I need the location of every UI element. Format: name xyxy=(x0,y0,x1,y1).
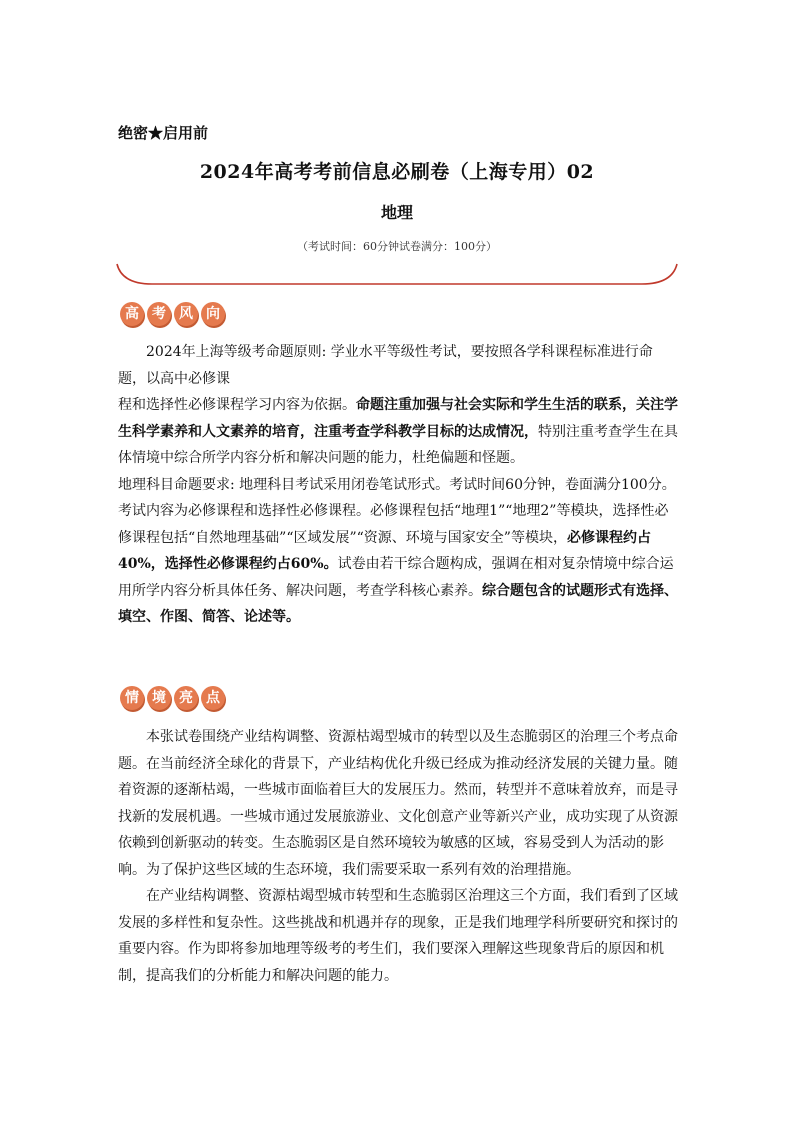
badge-char: 向 xyxy=(201,302,225,326)
badge-char: 亮 xyxy=(174,686,198,710)
paragraph: 本张试卷围绕产业结构调整、资源枯竭型城市的转型以及生态脆弱区的治理三个考点命题。在当前经济全球化的背景下，产业结构优化升级已经成为推动经济发展的关键力量。随着资源的逐渐枯竭，一些城市面临着巨大的发展压力。然而，转型并不意味着放弃，而是寻找新的发展机遇。一些城市通过发展旅游业、文化创意产业等新兴产业，成功实现了从资源依赖到创新驱动的转变。生态脆弱区是自然环境较为敏感的区域，容易受到人为活动的影响。为了保护这些区域的生态环境，我们需要采取一系列有效的治理措施。 xyxy=(118,729,678,878)
paragraph: 2024年上海等级考命题原则: 学业水平等级性考试，要按照各学科课程标准进行命题，以高中必修课 程和选择性必修课程学习内容为依据。命题注重加强与社会实际和学生生活的联系，关注学生科学素养和人文素养的培育，注重考查学科教学目标的达成情况，特别注重考查学生在具体情境中综合所学内容分析和解决问题的能力，杜绝偏题和怪题。 xyxy=(118,344,678,466)
badge-char: 境 xyxy=(147,686,171,710)
section-badge-gaokao-trend xyxy=(120,302,225,332)
header-divider-arc xyxy=(112,262,682,292)
subject-title: 地理 xyxy=(380,203,413,222)
exam-title: 2024年高考考前信息必刷卷（上海专用）02 xyxy=(199,161,595,183)
badge-char: 情 xyxy=(120,686,144,710)
badge-char: 风 xyxy=(174,302,198,326)
exam-info: （考试时间：60分钟试卷满分：100分） xyxy=(297,240,497,253)
section2-body xyxy=(118,724,678,989)
badge-char: 点 xyxy=(201,686,225,710)
confidential-label: 绝密★启用前 xyxy=(118,124,209,142)
badge-char: 考 xyxy=(147,302,171,326)
section1-body xyxy=(118,339,678,631)
paragraph: 在产业结构调整、资源枯竭型城市转型和生态脆弱区治理这三个方面，我们看到了区域发展的多样性和复杂性。这些挑战和机遇并存的现象，正是我们地理学科所要研究和探讨的重要内容。作为即将参加地理等级考的考生们，我们要深入理解这些现象背后的原因和机制，提高我们的分析能力和解决问题的能力。 xyxy=(118,888,678,984)
badge-char: 高 xyxy=(120,302,144,326)
paragraph: 地理科目命题要求: 地理科目考试采用闭卷笔试形式。考试时间60分钟，卷面满分100分。考试内容为必修课程和选择性必修课程。必修课程包括“地理1”“地理2”等模块，选择性必修课程包括“自然地理基础”“区域发展”“资源、环境与国家安全”等模块，必修课程约占40%，选择性必修课程约占60%。试卷由若干综合题构成，强调在相对复杂情境中综合运用所学内容分析具体任务、解决问题，考查学科核心素养。综合题包含的试题形式有选择、填空、作图、简答、论述等。 xyxy=(118,476,678,625)
section-badge-situation-highlights xyxy=(120,686,225,716)
